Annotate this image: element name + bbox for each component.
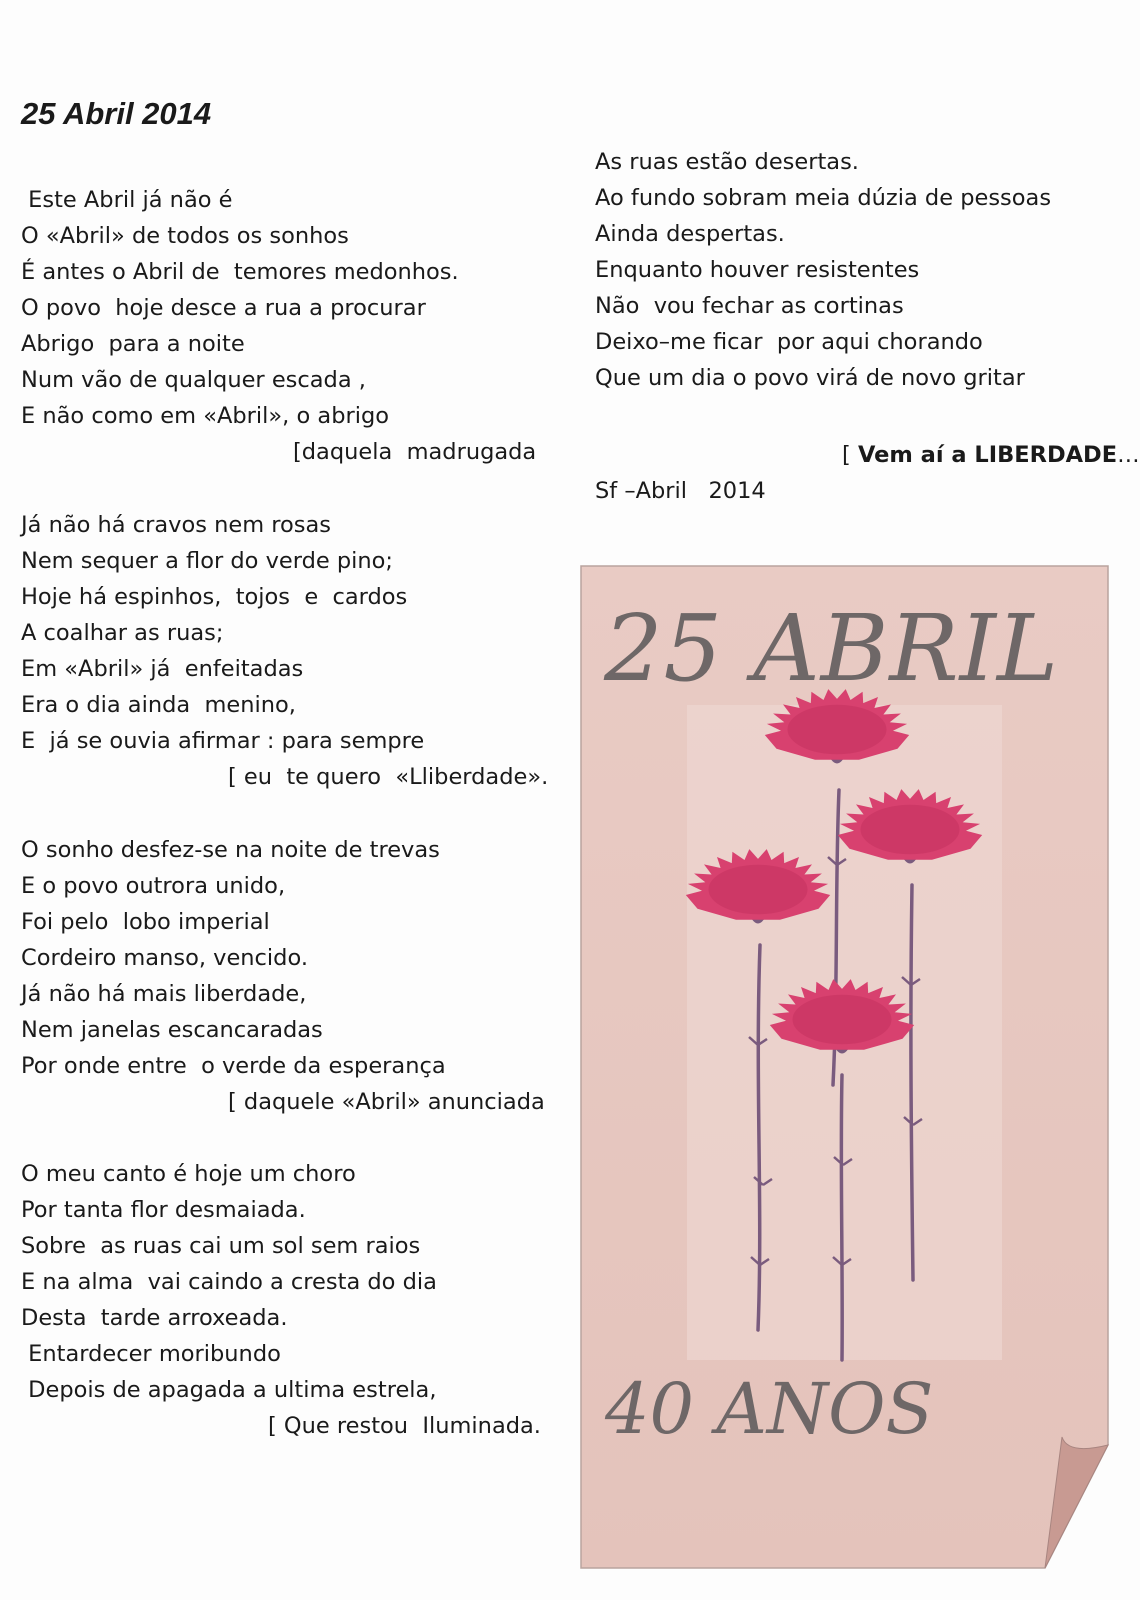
poem-line: Já não há cravos nem rosas	[21, 512, 332, 538]
poem-line: [ eu te quero «Lliberdade».	[228, 764, 549, 790]
poem-line: [ Que restou Iluminada.	[268, 1413, 541, 1439]
poem-line: [ daquele «Abril» anunciada	[228, 1089, 545, 1115]
poem-line: Enquanto houver resistentes	[595, 257, 920, 283]
document-title: 25 Abril 2014	[21, 96, 212, 131]
poster	[580, 565, 1109, 1570]
poem-line: Não vou fechar as cortinas	[595, 293, 904, 319]
closing-line: [ Vem aí a LIBERDADE…	[842, 442, 1140, 468]
poem-line: Em «Abril» já enfeitadas	[21, 656, 304, 682]
poem-line: É antes o Abril de temores medonhos.	[21, 259, 459, 285]
poem-line: O meu canto é hoje um choro	[21, 1161, 356, 1187]
poem-line: Nem janelas escancaradas	[21, 1017, 323, 1043]
poem-line: Era o dia ainda menino,	[21, 692, 296, 718]
signature: Sf –Abril 2014	[595, 478, 766, 504]
poem-line: E já se ouvia afirmar : para sempre	[21, 728, 425, 754]
poem-line: Sobre as ruas cai um sol sem raios	[21, 1233, 421, 1259]
poem-line: As ruas estão desertas.	[595, 149, 859, 175]
poem-line: O sonho desfez-se na noite de trevas	[21, 837, 440, 863]
poem-line: Este Abril já não é	[21, 187, 233, 213]
poem-line: Foi pelo lobo imperial	[21, 909, 270, 935]
poem-line: E não como em «Abril», o abrigo	[21, 403, 390, 429]
poem-line: Abrigo para a noite	[21, 331, 245, 357]
poem-line: Num vão de qualquer escada ,	[21, 367, 366, 393]
poem-line: Ainda despertas.	[595, 221, 785, 247]
bloom-shade	[788, 705, 887, 755]
bloom-shade	[793, 995, 892, 1045]
bloom-shade	[861, 805, 960, 855]
poem-line: Cordeiro manso, vencido.	[21, 945, 308, 971]
stem	[758, 945, 760, 1330]
poem-line: A coalhar as ruas;	[21, 620, 224, 646]
poem-line: Por onde entre o verde da esperança	[21, 1053, 446, 1079]
poem-line: Nem sequer a flor do verde pino;	[21, 548, 394, 574]
poem-line: Que um dia o povo virá de novo gritar	[595, 365, 1025, 391]
poem-line: O «Abril» de todos os sonhos	[21, 223, 349, 249]
poem-line: E na alma vai caindo a cresta do dia	[21, 1269, 437, 1295]
bloom-shade	[709, 865, 808, 915]
poem-line: [daquela madrugada	[293, 439, 537, 465]
stem	[841, 1075, 842, 1360]
poem-line: Desta tarde arroxeada.	[21, 1305, 288, 1331]
poem-line: Depois de apagada a ultima estrela,	[21, 1377, 437, 1403]
poem-line: O povo hoje desce a rua a procurar	[21, 295, 426, 321]
poem-line: E o povo outrora unido,	[21, 873, 286, 899]
poem-line: Por tanta flor desmaiada.	[21, 1197, 306, 1223]
poster-subtitle: 40 ANOS	[605, 1368, 934, 1450]
stem	[911, 885, 913, 1280]
poem-line: Hoje há espinhos, tojos e cardos	[21, 584, 408, 610]
poster-title: 25 ABRIL	[604, 595, 1060, 702]
poem-line: Deixo–me ficar por aqui chorando	[595, 329, 983, 355]
poem-line: Ao fundo sobram meia dúzia de pessoas	[595, 185, 1052, 211]
poem-line: Já não há mais liberdade,	[21, 981, 307, 1007]
poem-line: Entardecer moribundo	[21, 1341, 281, 1367]
